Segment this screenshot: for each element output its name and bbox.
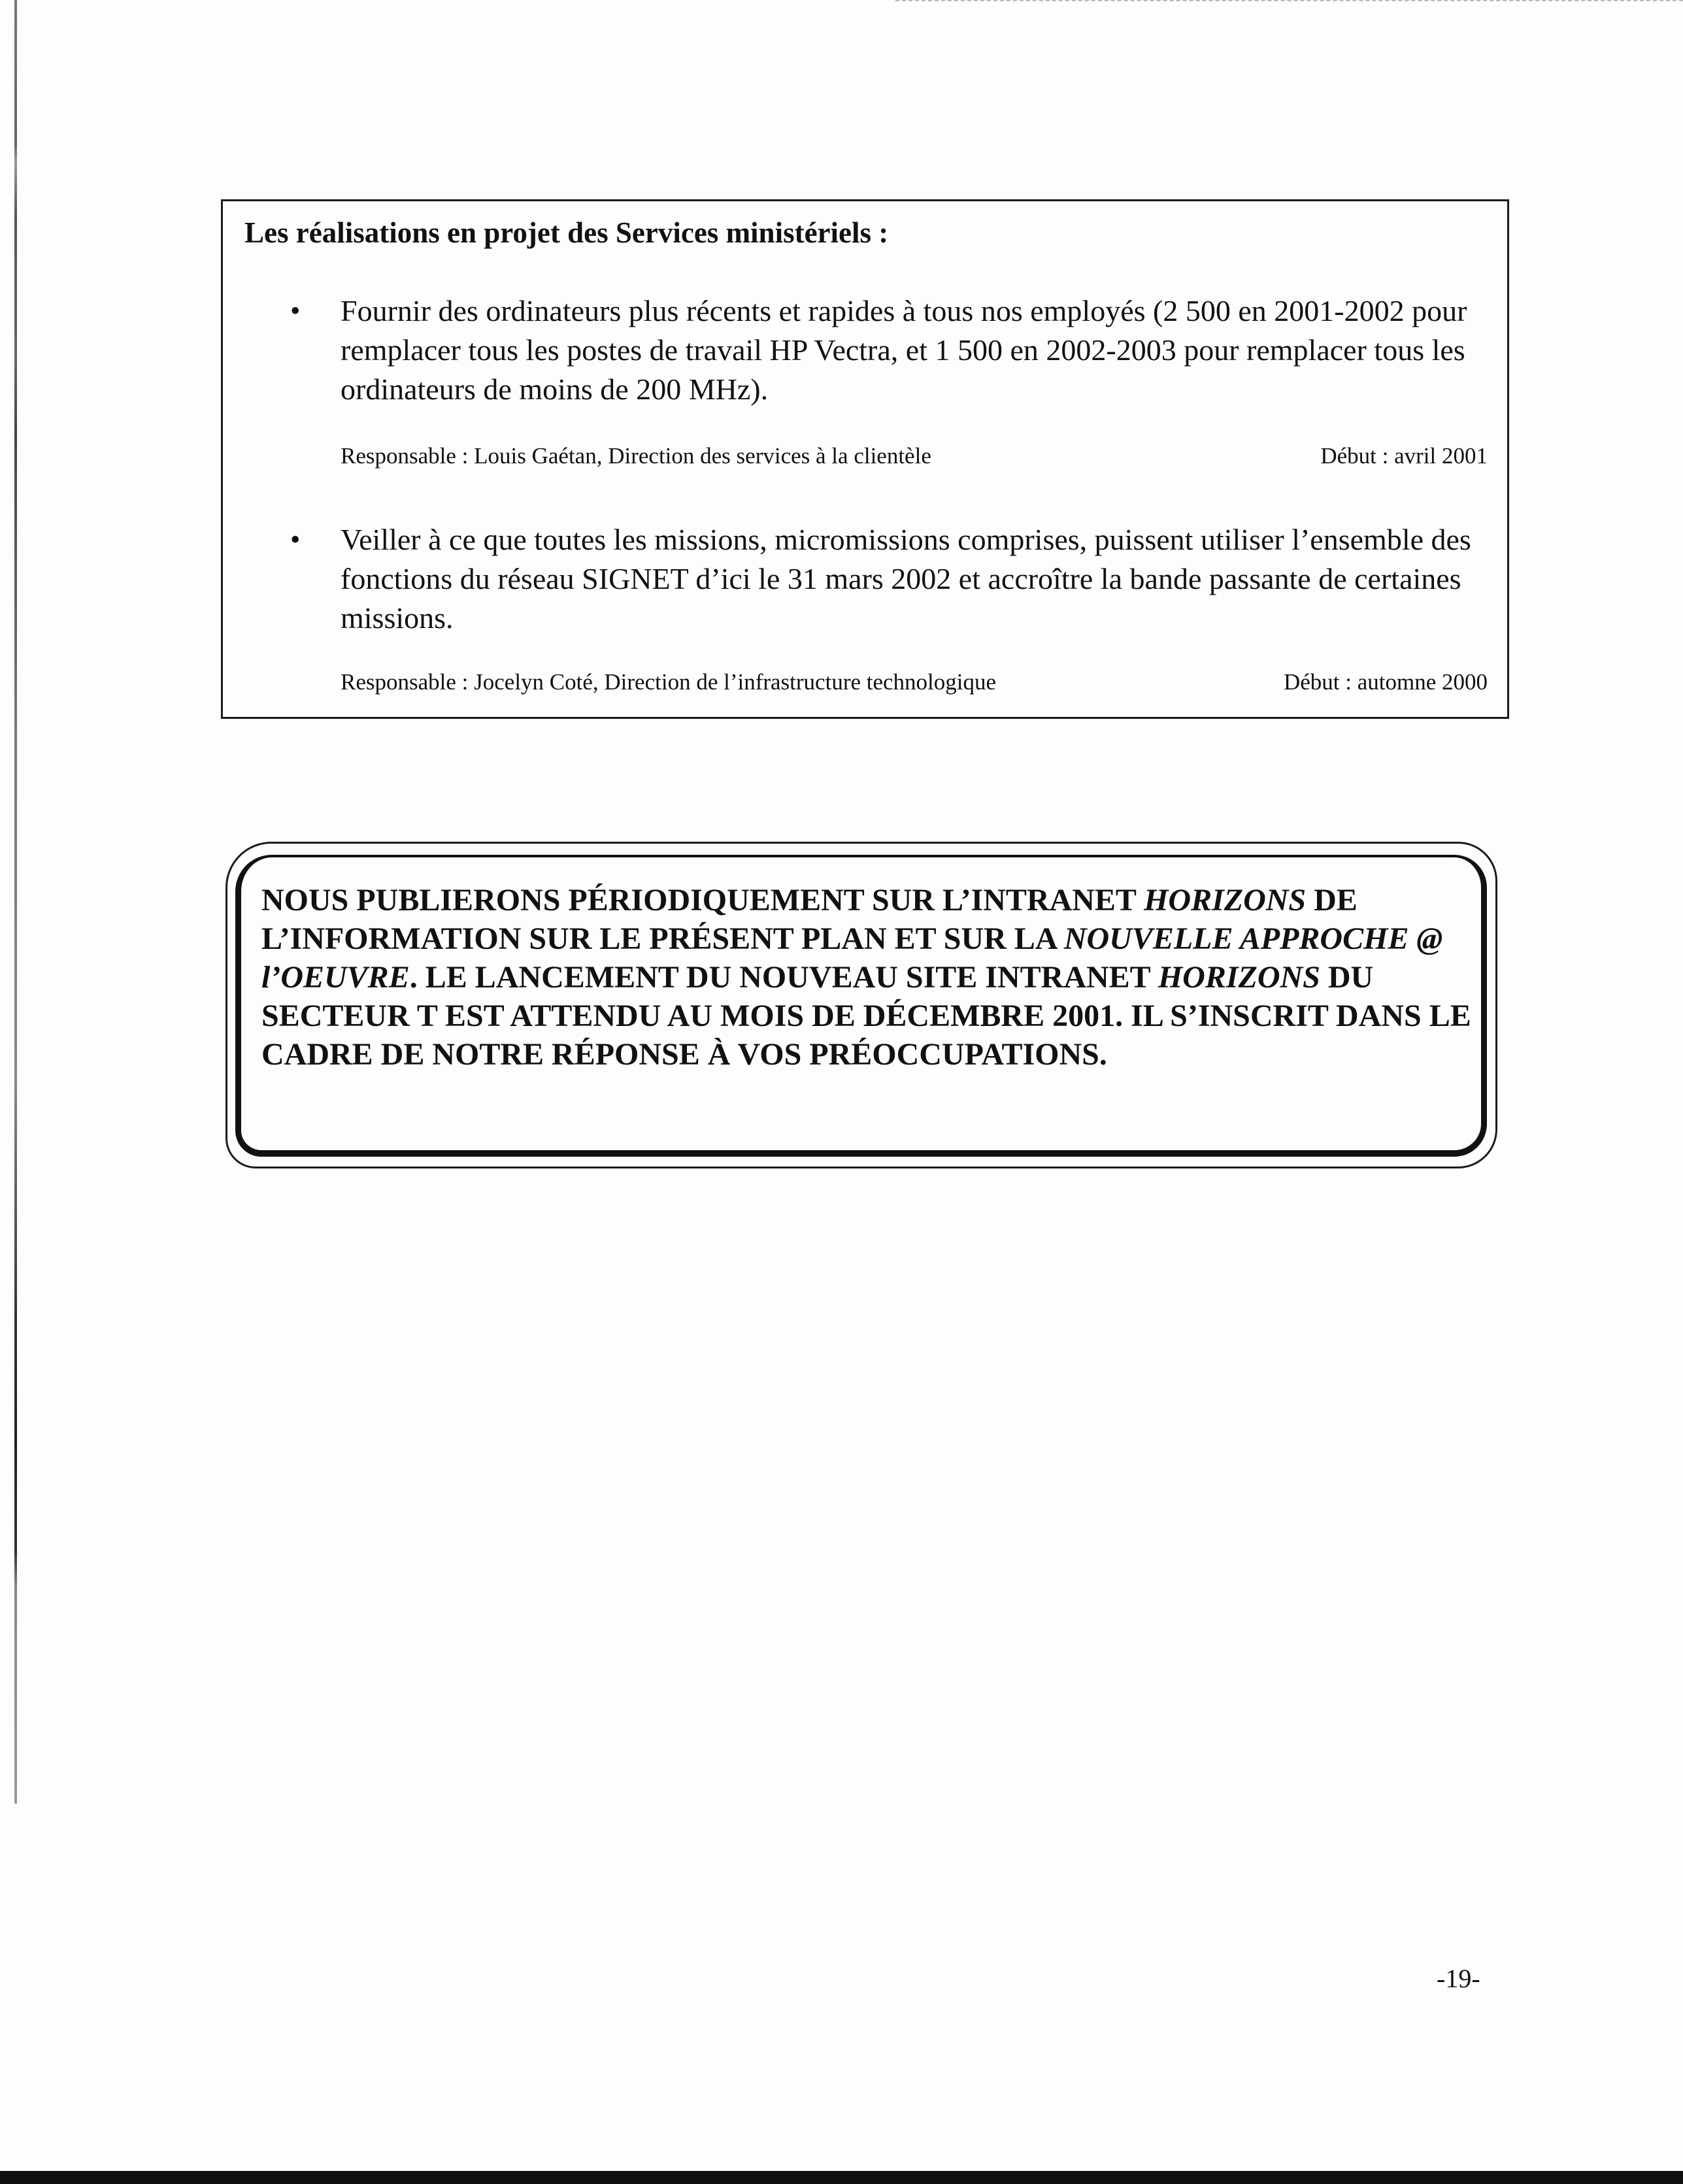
announcement-part: NOUS PUBLIERONS PÉRIODIQUEMENT SUR L’INTRANET [261,883,1144,918]
page-number: -19- [1437,1964,1480,1993]
announcement-part: DE L’INFORMATION SUR LE PRÉSENT PLAN ET SUR LA [261,883,1358,956]
announcement-text [261,881,1477,1074]
announcement-italic: NOUVELLE APPROCHE @ l’OEUVRE [261,921,1443,995]
announcement-part: . LE LANCEMENT DU NOUVEAU SITE INTRANET [409,960,1158,995]
project-description: Fournir des ordinateurs plus récents et rapides à tous nos employés (2 500 en 2001-2002 pour remplacer tous les postes de travail HP Vectra, et 1 500 en 2002-2003 pour remplacer tous les ordinateurs de moins de 200 MHz). [341,294,1467,406]
scan-left-edge [14,0,17,1804]
announcement-italic: HORIZONS [1144,883,1307,918]
responsible-text: Responsable : Louis Gaétan, Direction des services à la clientèle [341,443,931,469]
start-date: Début : automne 2000 [1283,669,1488,695]
projects-box [221,199,1509,719]
responsible-text: Responsable : Jocelyn Coté, Direction de l’infrastructure technologique [341,669,997,695]
projects-title: Les réalisations en projet des Services ministériels : [244,216,889,249]
bullet-icon: • [290,523,301,555]
project-description: Veiller à ce que toutes les missions, micromissions comprises, puissent utiliser l’ensemble des fonctions du réseau SIGNET d’ici le 31 mars 2002 et accroître la bande passante de certaines missions. [341,523,1471,635]
announcement-italic: HORIZONS [1158,960,1320,995]
scan-top-line [895,0,1683,1]
bullet-icon: • [290,295,301,327]
announcement-part: DU SECTEUR T EST ATTENDU AU MOIS DE DÉCEMBRE 2001. IL S’INSCRIT DANS LE CADRE DE NOTRE RÉPONSE À VOS PRÉOCCUPATIONS. [261,960,1471,1072]
start-date: Début : avril 2001 [1320,443,1488,469]
scan-bottom-edge [0,2171,1683,2184]
